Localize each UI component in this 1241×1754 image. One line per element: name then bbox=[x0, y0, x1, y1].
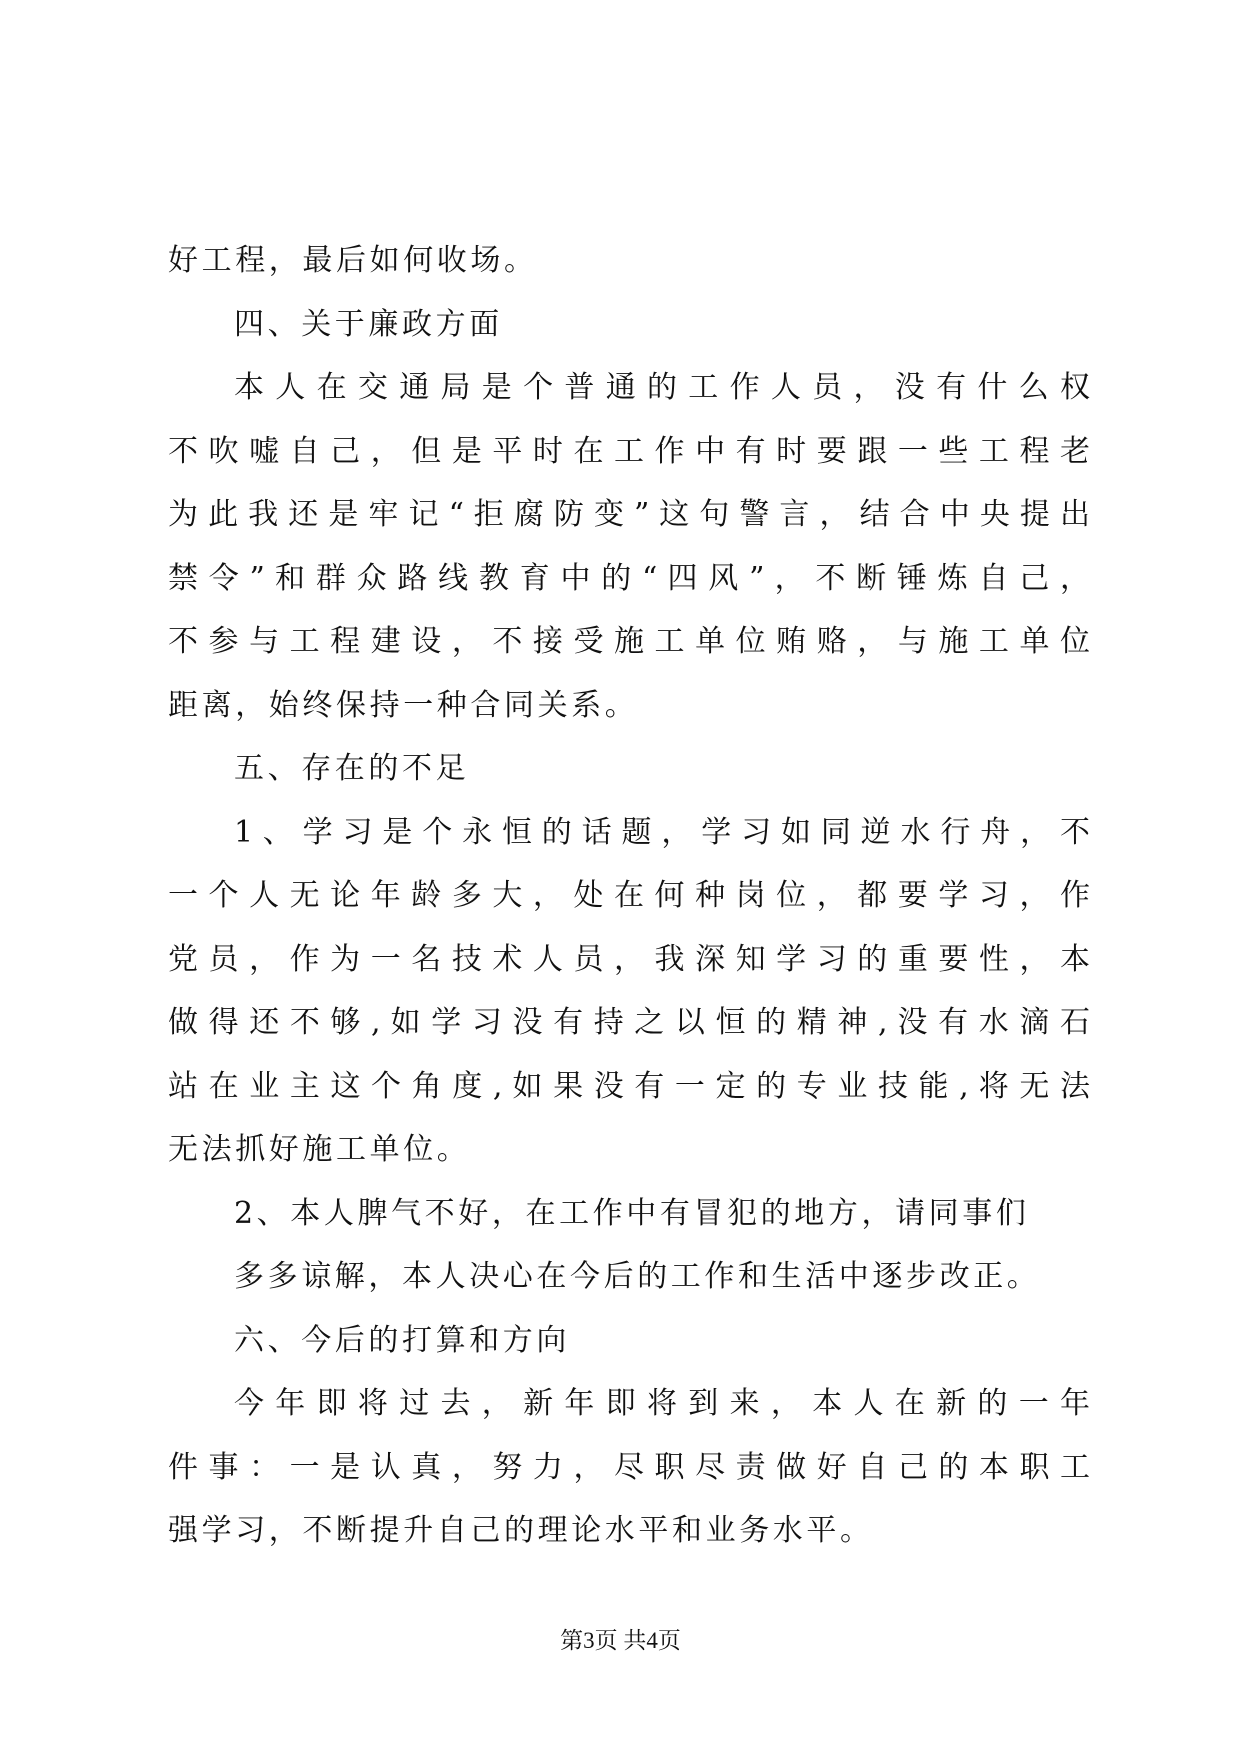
paragraph-line: 2、本人脾气不好，在工作中有冒犯的地方，请同事们 bbox=[234, 1195, 1030, 1231]
document-body bbox=[168, 229, 1090, 1563]
paragraph-line: 本​ 人​ 在​ 交​ 通​ 局​ 是​ 个​ 普​ 通​ 的​ 工​ 作​ 人​ 员​ ，​ 没​ 有​ 什​ 么​ 权​ bbox=[234, 370, 1090, 405]
paragraph-line: 禁​ 令​ ”​ 和​ 群​ 众​ 路​ 线​ 教​ 育​ 中​ 的​ “​ 四​ 风​ ”​ ，​ 不​ 断​ 锤​ 炼​ 自​ 己​ ，​ bbox=[168, 560, 1090, 596]
section-heading: 五、存在的不足 bbox=[234, 751, 470, 786]
paragraph-line: 做​ 得​ 还​ 不​ 够​ ,​ 如​ 学​ 习​ 没​ 有​ 持​ 之​ 以​ 恒​ 的​ 精​ 神​ ,​ 没​ 有​ 水​ 滴​ 石​ bbox=[168, 1005, 1090, 1040]
paragraph-line: 为​ 此​ 我​ 还​ 是​ 牢​ 记​ “​ 拒​ 腐​ 防​ 变​ ”​ 这​ 句​ 警​ 言​ ，​ 结​ 合​ 中​ 央​ 提​ 出​ bbox=[168, 497, 1090, 532]
section-heading: 四、关于廉政方面 bbox=[234, 306, 503, 342]
paragraph-line: 今​ 年​ 即​ 将​ 过​ 去​ ，​ 新​ 年​ 即​ 将​ 到​ 来​ ，​ 本​ 人​ 在​ 新​ 的​ 一​ 年​ bbox=[234, 1386, 1090, 1421]
paragraph-line: 不​ 参​ 与​ 工​ 程​ 建​ 设​ ，​ 不​ 接​ 受​ 施​ 工​ 单​ 位​ 贿​ 赂​ ，​ 与​ 施​ 工​ 单​ 位​ bbox=[168, 624, 1090, 659]
paragraph-line: 不​ 吹​ 嘘​ 自​ 己​ ，​ 但​ 是​ 平​ 时​ 在​ 工​ 作​ 中​ 有​ 时​ 要​ 跟​ 一​ 些​ 工​ 程​ 老​ bbox=[168, 433, 1090, 469]
paragraph-line: 距离，始终保持一种合同关系。 bbox=[168, 687, 639, 723]
page-number-footer: 第3页 共4页 bbox=[560, 1628, 681, 1653]
paragraph-line: 好工程，最后如何收场。 bbox=[168, 243, 538, 278]
section-heading: 六、今后的打算和方向 bbox=[234, 1322, 570, 1358]
paragraph-line: 党​ 员​ ，​ 作​ 为​ 一​ 名​ 技​ 术​ 人​ 员​ ，​ 我​ 深​ 知​ 学​ 习​ 的​ 重​ 要​ 性​ ，​ 本​ bbox=[168, 941, 1090, 977]
paragraph-line: 强学习，不断提升自己的理论水平和业务水平。 bbox=[168, 1513, 874, 1548]
paragraph-line: 多多谅解，本人决心在今后的工作和生活中逐步改正。 bbox=[234, 1259, 1041, 1294]
paragraph-line: 一​ 个​ 人​ 无​ 论​ 年​ 龄​ 多​ 大​ ，​ 处​ 在​ 何​ 种​ 岗​ 位​ ，​ 都​ 要​ 学​ 习​ ，​ 作​ bbox=[168, 878, 1090, 913]
paragraph-line: 无法抓好施工单位。 bbox=[168, 1132, 471, 1167]
paragraph-line: 件​ 事​ ：​ 一​ 是​ 认​ 真​ ，​ 努​ 力​ ，​ 尽​ 职​ 尽​ 责​ 做​ 好​ 自​ 己​ 的​ 本​ 职​ 工​ bbox=[168, 1449, 1090, 1485]
paragraph-line: 站​ 在​ 业​ 主​ 这​ 个​ 角​ 度​ ,​ 如​ 果​ 没​ 有​ 一​ 定​ 的​ 专​ 业​ 技​ 能​ ,​ 将​ 无​ 法​ bbox=[168, 1068, 1090, 1104]
paragraph-line: 1​ 、​ 学​ 习​ 是​ 个​ 永​ 恒​ 的​ 话​ 题​ ，​ 学​ 习​ 如​ 同​ 逆​ 水​ 行​ 舟​ ，​ 不​ bbox=[234, 814, 1090, 850]
